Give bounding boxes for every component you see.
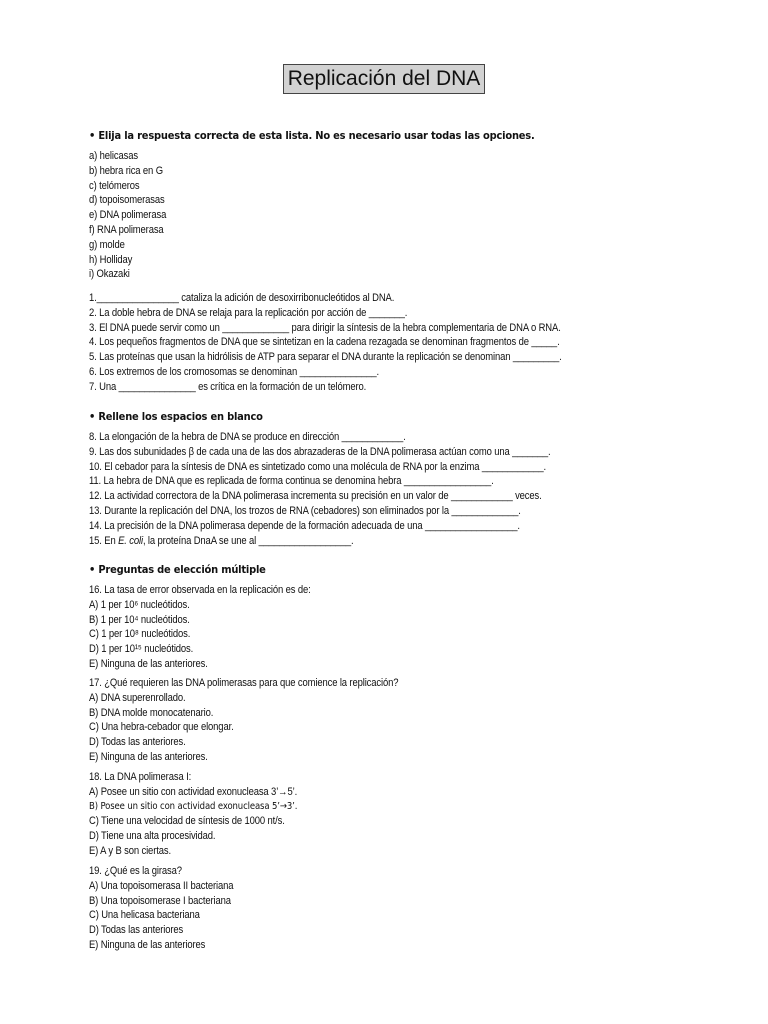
question-line: D) Todas las anteriores. <box>89 736 186 749</box>
question-line: 18. La DNA polimerasa I: <box>89 771 192 783</box>
species-name: E. coli <box>118 534 143 547</box>
question-line: A) Posee un sitio con actividad exonucleasa 3’→5’. <box>89 785 298 798</box>
question-line: C) 1 per 10⁸ nucleótidos. <box>89 628 191 641</box>
document-title-wrap <box>0 64 768 94</box>
questions-list <box>89 291 729 395</box>
document-title: Replicación del DNA <box>283 64 486 94</box>
question-item: 14. La precisión de la DNA polimerasa depende de la formación adecuada de una __________________. <box>89 519 520 532</box>
question-item: 8. La elongación de la hebra de DNA se produce en dirección ____________. <box>89 431 406 443</box>
option-item: e) DNA polimerasa <box>89 209 167 222</box>
option-item: b) hebra rica en G <box>89 164 163 177</box>
question-item: 3. El DNA puede servir como un _____________ para dirigir la síntesis de la hebra complementaria de DNA o RNA. <box>89 321 561 334</box>
question-line: B) DNA molde monocatenario. <box>89 706 214 719</box>
question-line: D) 1 per 10¹⁵ nucleótidos. <box>89 643 194 656</box>
option-item: a) helicasas <box>89 150 138 162</box>
section-heading: • Rellene los espacios en blanco <box>89 410 263 423</box>
option-item: c) telómeros <box>89 179 140 192</box>
section-heading: • Elija la respuesta correcta de esta lista. No es necesario usar todas las opciones. <box>89 129 535 142</box>
option-item: g) molde <box>89 238 125 251</box>
question-item: 1.________________ cataliza la adición de desoxirribonucleótidos al DNA. <box>89 292 395 304</box>
section-multiple-choice <box>89 562 729 577</box>
question-line: C) Una hebra-cebador que elongar. <box>89 721 234 734</box>
question-line: B) Posee un sitio con actividad exonucleasa 5’→3’. <box>89 800 298 812</box>
option-item: f) RNA polimerasa <box>89 223 164 236</box>
question-line: E) Ninguna de las anteriores. <box>89 750 208 763</box>
questions-list <box>89 430 729 548</box>
question-item: 4. Los pequeños fragmentos de DNA que se sintetizan en la cadena rezagada se denominan fragmentos de _____. <box>89 336 560 349</box>
question-line: 16. La tasa de error observada en la replicación es de: <box>89 584 311 596</box>
question-line: B) Una topoisomerase I bacteriana <box>89 894 231 907</box>
question-item: 12. La actividad correctora de la DNA polimerasa incrementa su precisión en un valor de ____________ veces. <box>89 490 542 503</box>
question-item: 7. Una _______________ es crítica en la formación de un telómero. <box>89 380 367 393</box>
question-line: B) 1 per 10⁴ nucleótidos. <box>89 613 190 626</box>
question-line: C) Una helicasa bacteriana <box>89 909 200 922</box>
question-line: E) Ninguna de las anteriores. <box>89 657 208 670</box>
question-16 <box>89 583 729 672</box>
question-item: 6. Los extremos de los cromosomas se denominan _______________. <box>89 365 380 378</box>
question-item: 15. En E. coli, la proteína DnaA se une al __________________. <box>89 534 354 547</box>
option-item: i) Okazaki <box>89 268 130 281</box>
question-line: E) A y B son ciertas. <box>89 844 171 857</box>
question-line: 19. ¿Qué es la girasa? <box>89 865 182 877</box>
question-17 <box>89 676 729 765</box>
question-item: 10. El cebador para la síntesis de DNA es sintetizado como una molécula de RNA por la enzima ____________. <box>89 460 546 473</box>
question-line: A) 1 per 10⁶ nucleótidos. <box>89 598 190 611</box>
option-item: h) Holliday <box>89 253 133 266</box>
question-item: 5. Las proteínas que usan la hidrólisis de ATP para separar el DNA durante la replicación se denominan _________. <box>89 351 562 364</box>
question-item: 2. La doble hebra de DNA se relaja para la replicación por acción de _______. <box>89 306 408 319</box>
options-list <box>89 149 729 282</box>
question-18 <box>89 770 729 859</box>
question-line: A) DNA superenrollado. <box>89 691 186 704</box>
question-line: C) Tiene una velocidad de síntesis de 1000 nt/s. <box>89 815 285 828</box>
question-item: 13. Durante la replicación del DNA, los trozos de RNA (cebadores) son eliminados por la _____________. <box>89 504 521 517</box>
question-line: 17. ¿Qué requieren las DNA polimerasas para que comience la replicación? <box>89 677 399 689</box>
section-heading: • Preguntas de elección múltiple <box>89 563 266 576</box>
question-line: D) Tiene una alta procesividad. <box>89 830 216 843</box>
question-line: D) Todas las anteriores <box>89 924 184 937</box>
question-19 <box>89 864 729 953</box>
section-choose-answer <box>89 128 729 143</box>
option-item: d) topoisomerasas <box>89 194 165 207</box>
question-item: 11. La hebra de DNA que es replicada de forma continua se denomina hebra _________________. <box>89 475 494 488</box>
question-line: A) Una topoisomerasa II bacteriana <box>89 879 234 892</box>
section-fill-blanks <box>89 409 729 424</box>
question-item: 9. Las dos subunidades β de cada una de las dos abrazaderas de la DNA polimerasa actúan como una _______. <box>89 445 551 458</box>
question-line: E) Ninguna de las anteriores <box>89 938 206 951</box>
